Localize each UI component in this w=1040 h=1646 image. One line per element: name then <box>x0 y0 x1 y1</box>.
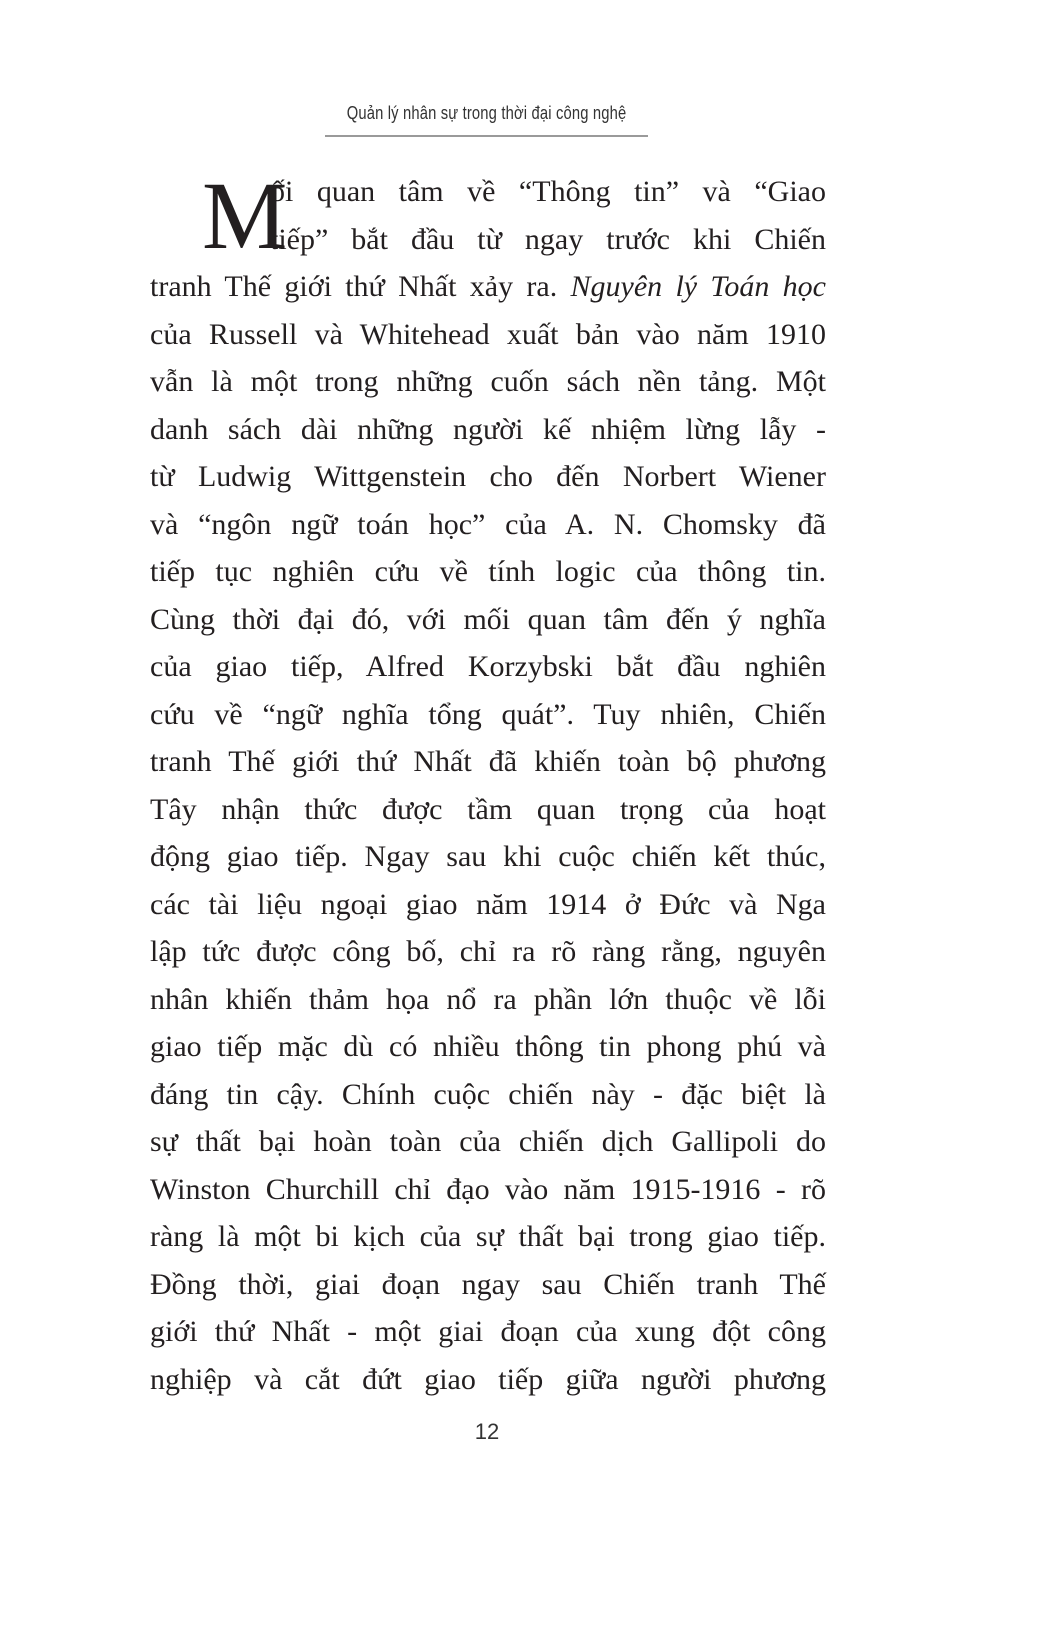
text-line <box>150 406 826 454</box>
text-line <box>150 1308 826 1356</box>
text-line <box>150 738 826 786</box>
text-segment: tiếp” bắt đầu từ ngay trước khi Chiến <box>270 222 826 256</box>
text-line <box>150 263 826 311</box>
text-segment: Tây nhận thức được tầm quan trọng của hoạt <box>150 792 826 826</box>
text-line <box>150 1213 826 1261</box>
text-line <box>150 786 826 834</box>
text-segment: tranh Thế giới thứ Nhất xảy ra. <box>150 270 571 303</box>
text-line <box>150 976 826 1024</box>
running-header <box>0 103 974 124</box>
text-line <box>150 1071 826 1119</box>
text-line <box>150 1023 826 1071</box>
text-segment: danh sách dài những người kế nhiệm lừng lẫy - <box>150 412 826 446</box>
text-segment: Đồng thời, giai đoạn ngay sau Chiến tranh Thế <box>150 1267 826 1301</box>
text-line <box>150 548 826 596</box>
text-segment: động giao tiếp. Ngay sau khi cuộc chiến kết thúc, <box>150 840 826 873</box>
text-segment: ràng là một bi kịch của sự thất bại trong giao tiếp. <box>150 1220 826 1253</box>
text-segment: giao tiếp mặc dù có nhiều thông tin phong phú và <box>150 1030 826 1063</box>
text-segment: vẫn là một trong những cuốn sách nền tảng. Một <box>150 365 826 398</box>
page-number: 12 <box>474 1419 500 1444</box>
text-segment: nhân khiến thảm họa nổ ra phần lớn thuộc về lỗi <box>150 982 826 1016</box>
text-line <box>150 453 826 501</box>
text-line <box>150 643 826 691</box>
text-line <box>150 881 826 929</box>
text-segment: đáng tin cậy. Chính cuộc chiến này - đặc biệt là <box>150 1077 826 1111</box>
running-header-text: Quản lý nhân sự trong thời đại công nghệ <box>347 103 627 123</box>
text-segment: cứu về “ngữ nghĩa tổng quát”. Tuy nhiên, Chiến <box>150 697 826 731</box>
text-line <box>150 1261 826 1309</box>
text-segment: sự thất bại hoàn toàn của chiến dịch Gallipoli do <box>150 1125 826 1158</box>
body-text <box>150 162 826 1403</box>
text-segment: giới thứ Nhất - một giai đoạn của xung đột công <box>150 1315 826 1348</box>
text-segment: Winston Churchill chỉ đạo vào năm 1915-1916 - rõ <box>150 1172 826 1206</box>
text-line <box>150 1166 826 1214</box>
text-segment: của Russell và Whitehead xuất bản vào năm 1910 <box>150 317 826 351</box>
text-line <box>150 833 826 881</box>
text-line <box>150 928 826 976</box>
text-segment: và “ngôn ngữ toán học” của A. N. Chomsky đã <box>150 507 826 541</box>
header-rule <box>325 135 648 137</box>
text-line <box>150 311 826 359</box>
text-segment: của giao tiếp, Alfred Korzybski bắt đầu nghiên <box>150 650 826 683</box>
text-line <box>270 168 826 216</box>
text-segment: Cùng thời đại đó, với mối quan tâm đến ý nghĩa <box>150 602 826 636</box>
text-segment: lập tức được công bố, chỉ ra rõ ràng rằng, nguyên <box>150 935 826 968</box>
text-segment: từ Ludwig Wittgenstein cho đến Norbert Wiener <box>150 460 826 493</box>
text-line <box>150 596 826 644</box>
text-segment: nghiệp và cắt đứt giao tiếp giữa người phương <box>150 1362 826 1396</box>
text-line <box>150 1356 826 1404</box>
italic-title: Nguyên lý Toán học <box>570 270 826 303</box>
text-segment: tranh Thế giới thứ Nhất đã khiến toàn bộ phương <box>150 745 826 778</box>
text-line <box>270 216 826 264</box>
text-line <box>150 501 826 549</box>
drop-cap: M <box>202 162 288 269</box>
text-segment: ối quan tâm về “Thông tin” và “Giao <box>270 175 826 208</box>
text-line <box>150 1118 826 1166</box>
text-line <box>150 691 826 739</box>
text-segment: tiếp tục nghiên cứu về tính logic của thông tin. <box>150 555 826 588</box>
text-segment: các tài liệu ngoại giao năm 1914 ở Đức và Nga <box>150 887 826 921</box>
text-line <box>150 358 826 406</box>
